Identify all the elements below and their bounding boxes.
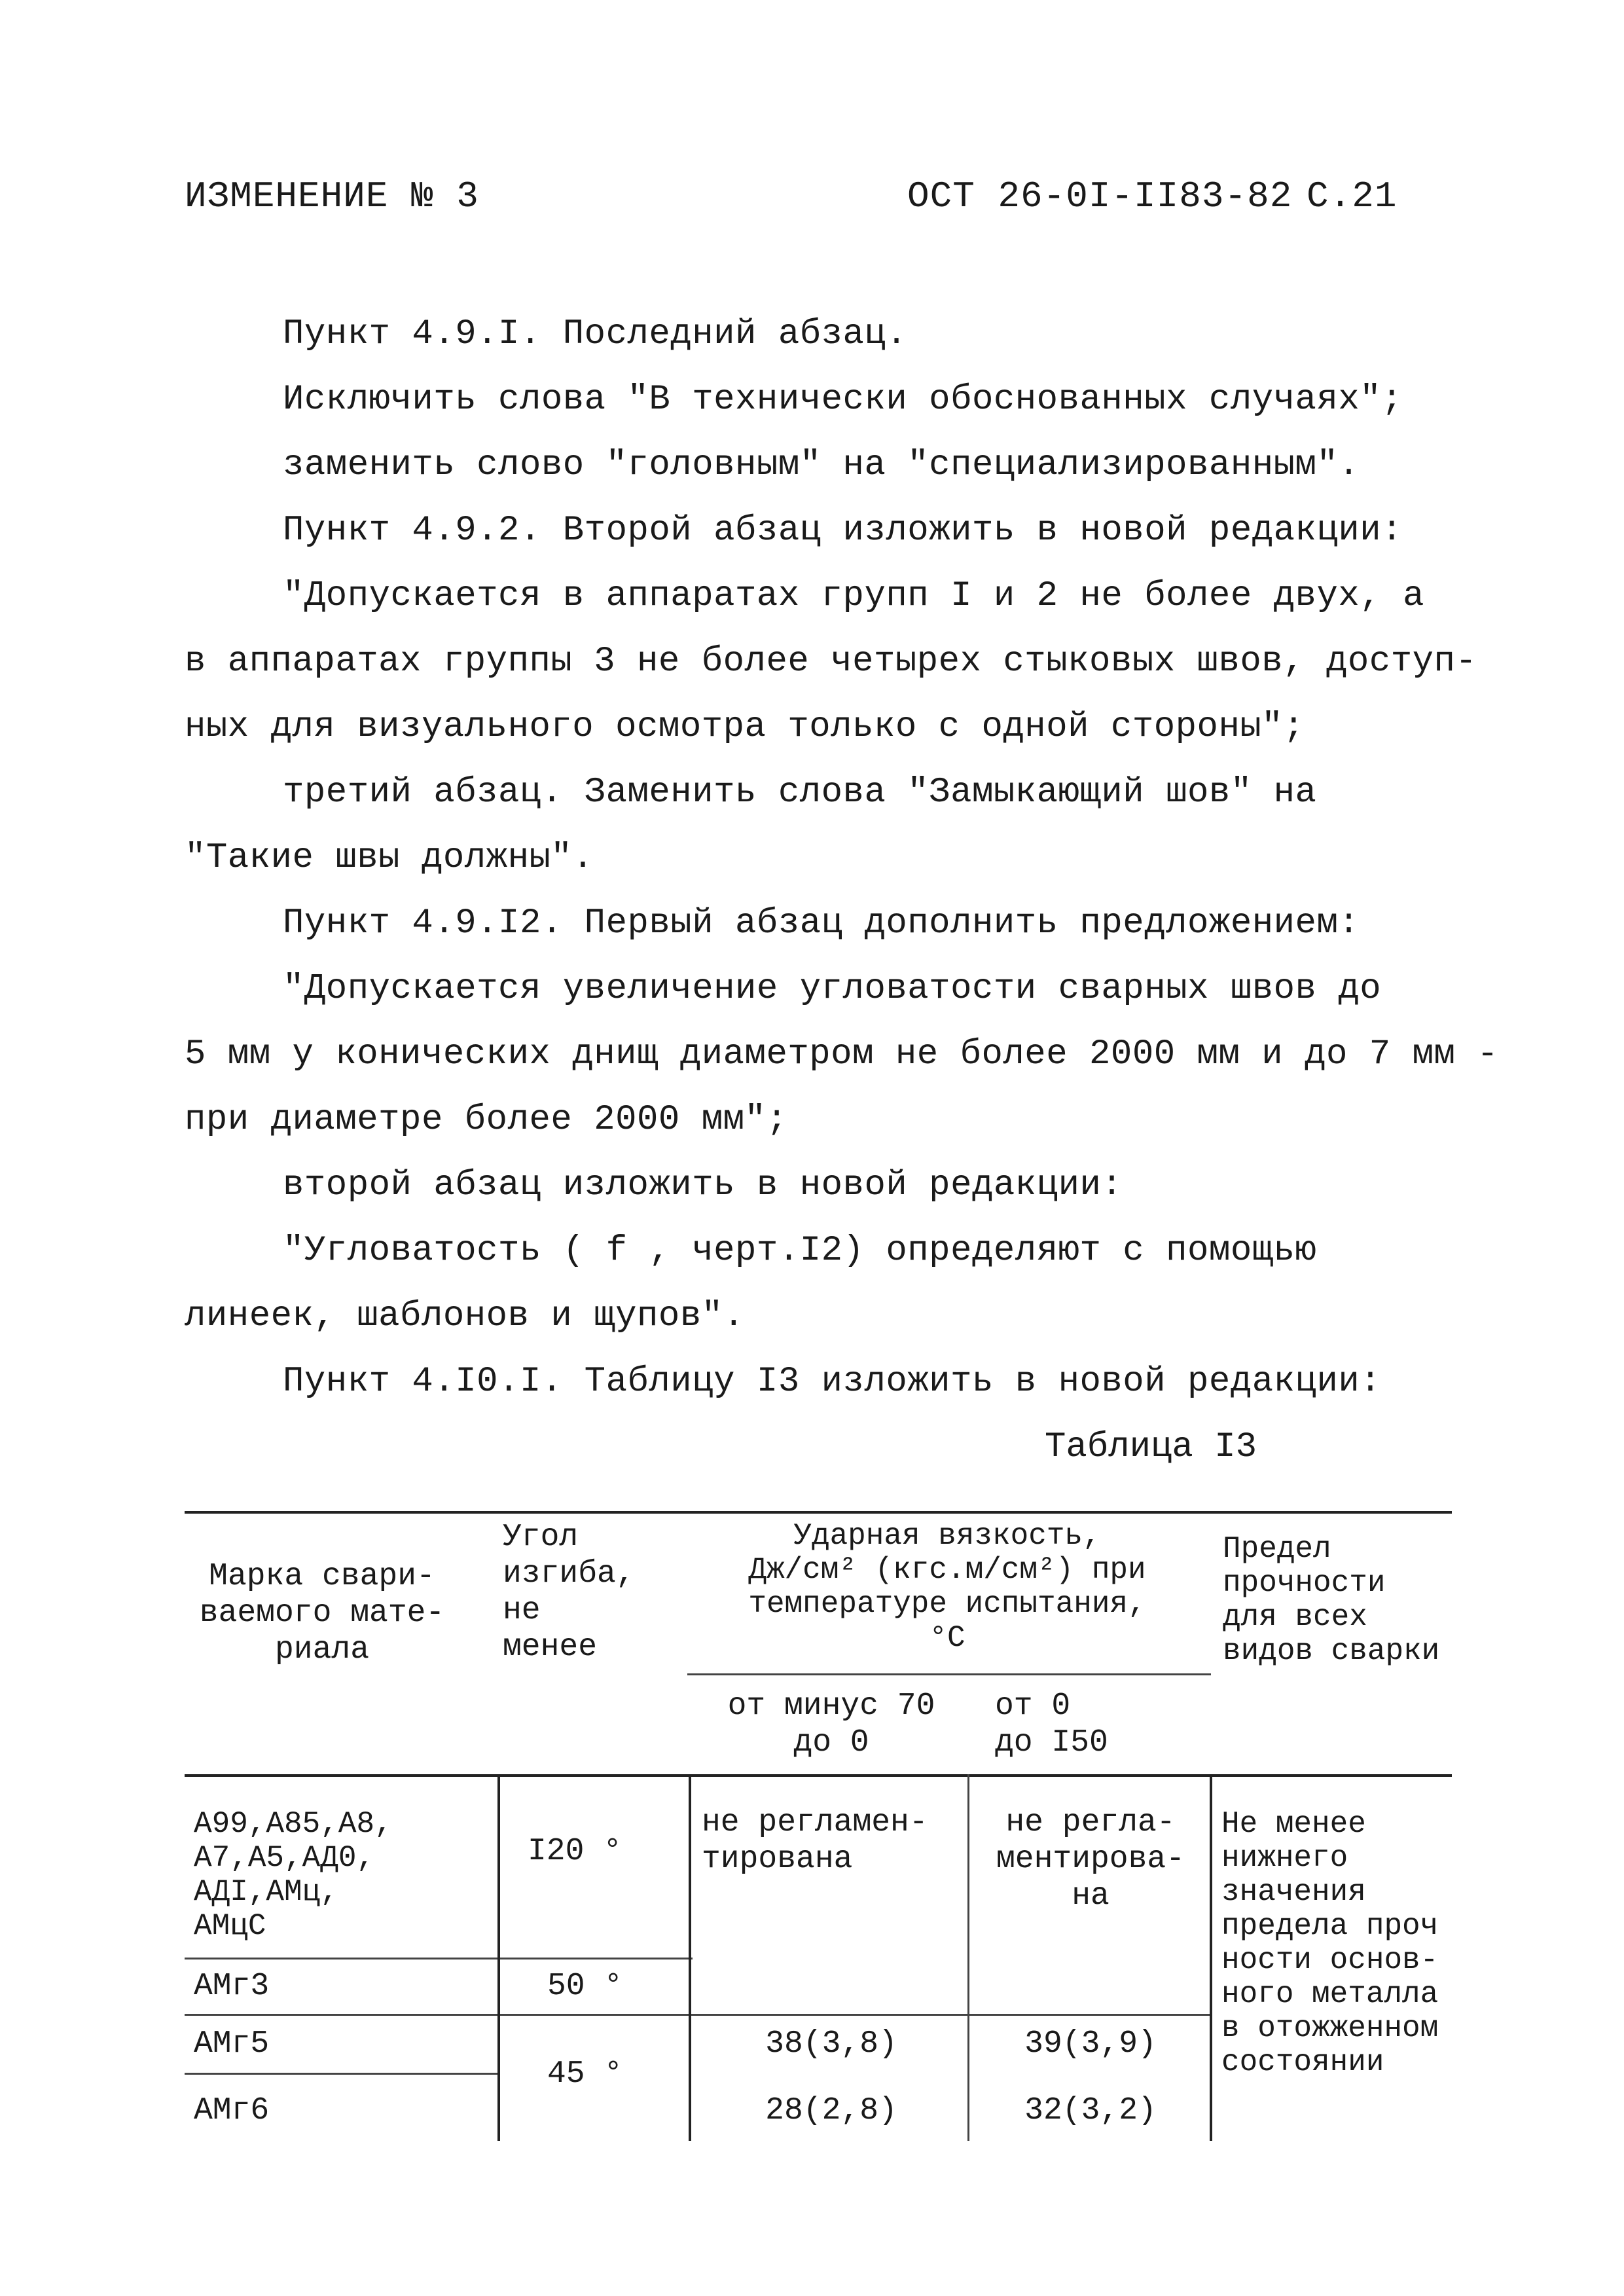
text-line: "Допускается увеличение угловатости сварных швов до [283,969,1382,1009]
page-number: С.21 [1307,175,1398,217]
text-line: при диаметре более 2000 мм"; [185,1100,788,1140]
column-divider [497,1774,500,2141]
row-impact-low: не регламен- тирована [702,1805,928,1877]
column-divider [1210,1774,1212,2141]
row-rule [185,2014,1211,2016]
table-caption: Таблица I3 [1045,1427,1257,1467]
text-line: Пункт 4.9.I2. Первый абзац дополнить предложением: [283,903,1360,943]
text-line: Пункт 4.9.I. Последний абзац. [283,314,908,354]
header-strength: Предел прочности для всех видов сварки [1223,1532,1440,1668]
row-angle: I20 ° [528,1834,623,1869]
row-material: АМг3 [194,1969,270,2004]
header-bottom-rule [185,1774,1452,1777]
row-angle: 45 ° [547,2056,623,2092]
text-line: "Угловатость ( f , черт.I2) определяют с помощью [283,1231,1317,1271]
text-line: в аппаратах группы 3 не более четырех стыковых швов, доступ- [185,642,1477,682]
impact-subheader-rule [687,1673,1211,1675]
text-line: "Допускается в аппаратах групп I и 2 не более двух, а [283,576,1424,616]
column-divider [689,1774,691,2141]
header-impact: Ударная вязкость, Дж/см² (кгс.м/см²) при температуре испытания, °С [748,1519,1146,1655]
text-line: Пункт 4.9.2. Второй абзац изложить в новой редакции: [283,511,1403,551]
change-number: ИЗМЕНЕНИЕ № 3 [185,175,479,217]
row-impact-high: 39(3,9) [1024,2026,1157,2062]
standard-number: ОСТ 26-0I-II83-82 [907,175,1293,217]
header-impact-high: от 0 до I50 [995,1688,1108,1760]
text-line: ных для визуального осмотра только с одной стороны"; [185,707,1305,747]
text-line: второй абзац изложить в новой редакции: [283,1165,1123,1205]
header-bend-angle: Угол изгиба, не менее [503,1520,635,1665]
text-line: заменить слово "головным" на "специализированным". [283,445,1360,485]
header-impact-low: от минус 70 до 0 [727,1688,935,1760]
row-rule [185,1958,693,1959]
row-material: А99,А85,А8, А7,А5,АД0, АДI,АМц, АМцС [194,1807,393,1943]
row-impact-low: 38(3,8) [765,2026,897,2062]
table-top-rule [185,1511,1452,1514]
column-divider [967,1774,969,2141]
text-line: Пункт 4.I0.I. Таблицу I3 изложить в новой редакции: [283,1362,1382,1402]
row-impact-low: 28(2,8) [765,2093,897,2128]
row-impact-high: 32(3,2) [1024,2093,1157,2128]
row-impact-high: не регла- ментирова- на [996,1805,1185,1914]
text-line: "Такие швы должны". [185,838,594,878]
row-material: АМг5 [194,2026,270,2062]
header-material: Марка свари- ваемого мате- риала [199,1559,445,1667]
text-line: 5 мм у конических днищ диаметром не более 2000 мм и до 7 мм - [185,1034,1499,1074]
text-line: линеек, шаблонов и щупов". [185,1296,745,1336]
row-rule [185,2073,500,2075]
text-line: Исключить слова "В технически обоснованных случаях"; [283,380,1403,420]
row-material: АМг6 [194,2093,270,2128]
strength-value: Не менее нижнего значения предела проч ности основ- ного металла в отожженном состоянии [1221,1807,1439,2079]
row-angle: 50 ° [547,1969,623,2004]
text-line: третий абзац. Заменить слова "Замыкающий шов" на [283,773,1317,812]
